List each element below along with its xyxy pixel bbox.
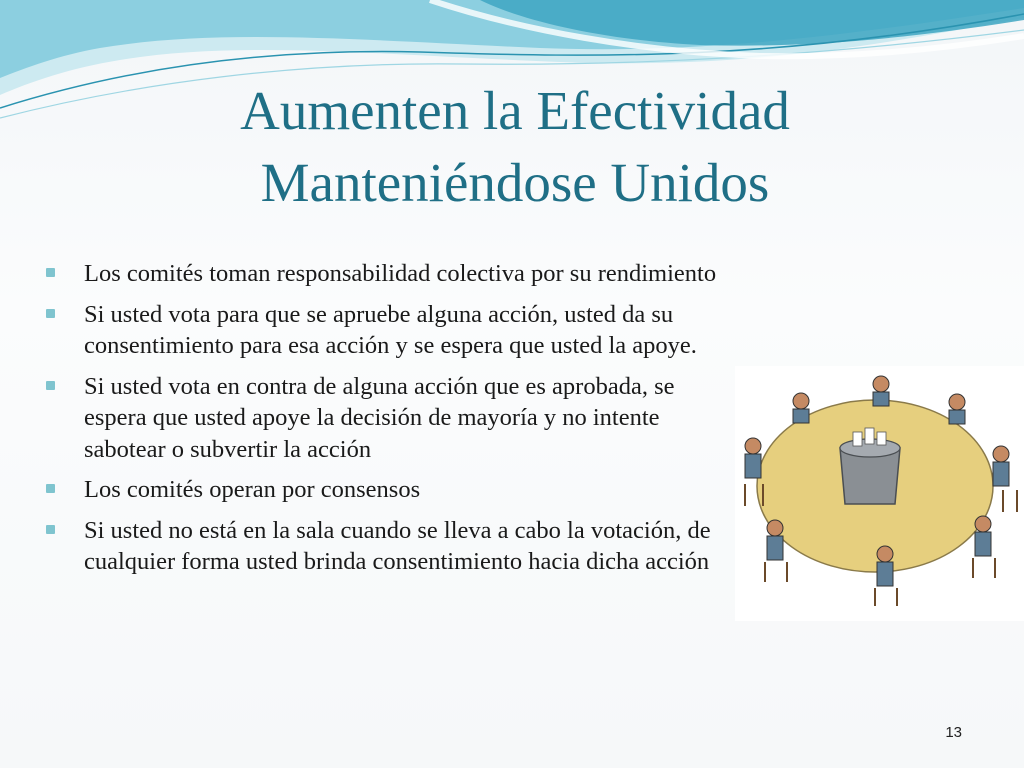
- square-bullet-icon: [46, 525, 55, 534]
- bullet-item: [40, 299, 740, 362]
- title-line-1: Aumenten la Efectividad: [240, 80, 790, 141]
- square-bullet-icon: [46, 484, 55, 493]
- bullet-item: [40, 371, 740, 466]
- square-bullet-icon: [46, 381, 55, 390]
- bullet-text: Los comités toman responsabilidad colectiva por su rendimiento: [84, 260, 717, 287]
- bullet-text: Si usted no está en la sala cuando se lleva a cabo la votación, de cualquier forma usted brinda consentimiento hacia dicha acción: [84, 516, 711, 575]
- bullet-item: [40, 474, 740, 506]
- slide-title: [70, 75, 960, 219]
- square-bullet-icon: [46, 268, 55, 277]
- bullet-item: [40, 515, 740, 578]
- bullet-list: [40, 258, 740, 587]
- square-bullet-icon: [46, 309, 55, 318]
- bullet-text: Los comités operan por consensos: [84, 476, 421, 503]
- page-number: 13: [945, 724, 962, 741]
- bullet-text: Si usted vota en contra de alguna acción que es aprobada, se espera que usted apoye la decisión de mayoría y no intente sabotear o subvertir la acción: [84, 372, 675, 463]
- bullet-text: Si usted vota para que se apruebe alguna acción, usted da su consentimiento para esa acción y se espera que usted la apoye.: [84, 300, 697, 359]
- bullet-item: [40, 258, 740, 290]
- round-table-meeting-illustration: [735, 366, 1024, 621]
- title-line-2: Manteniéndose Unidos: [260, 152, 770, 213]
